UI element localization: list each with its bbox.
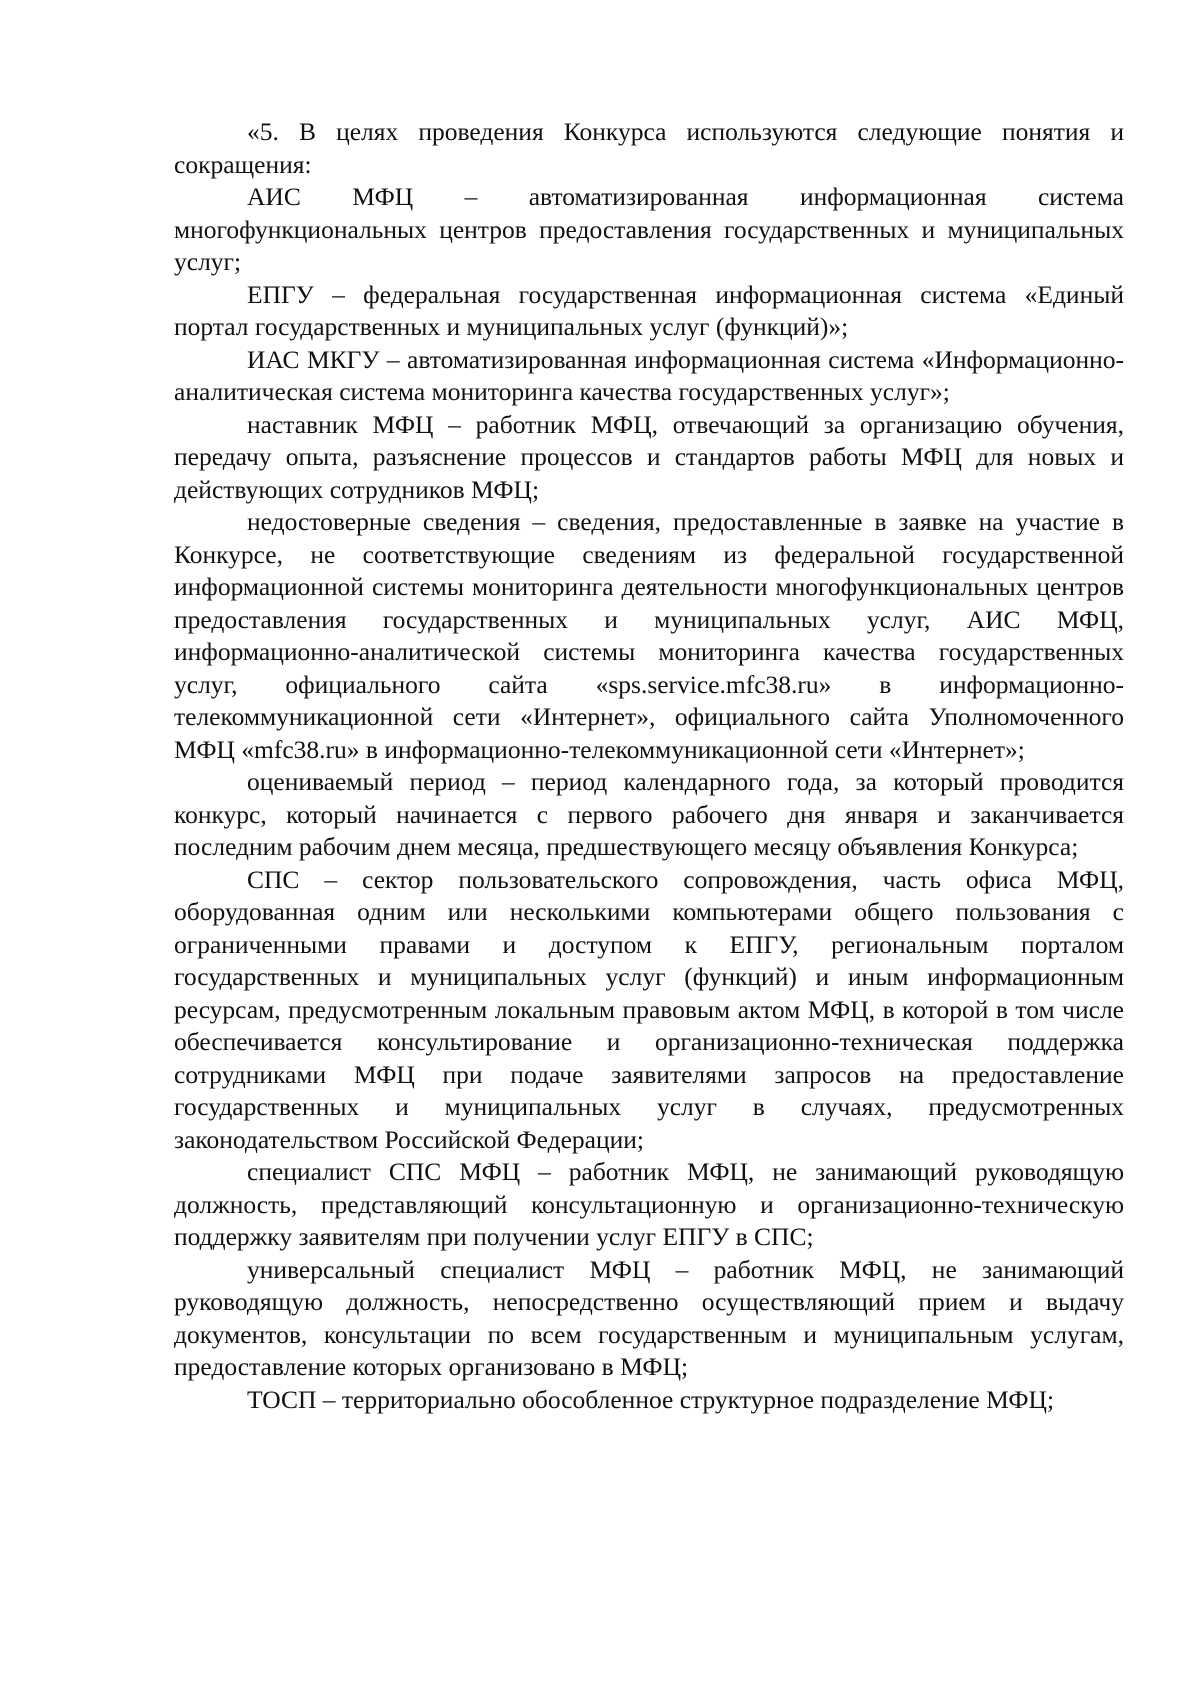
definition-sps-specialist: специалист СПС МФЦ – работник МФЦ, не занимающий руководящую должность, представляющий консультационную и организационно-техническую поддержку заявителям при получении услуг ЕПГУ в СПС; [174,1157,1124,1251]
definition-universal-specialist: универсальный специалист МФЦ – работник МФЦ, не занимающий руководящую должность, непосредственно осуществляющий прием и выдачу документов, консультации по всем государственным и муниципальным услугам, предоставление которых организовано в МФЦ; [174,1254,1124,1381]
definition-epgu: ЕПГУ – федеральная государственная информационная система «Единый портал государственных и муниципальных услуг (функций)»; [174,279,1124,341]
document-body [174,116,1124,1416]
definition-tosp: ТОСП – территориально обособленное структурное подразделение МФЦ; [247,1384,1055,1414]
definition-false-info: недостоверные сведения – сведения, предоставленные в заявке на участие в Конкурсе, не соответствующие сведениям из федеральной государственной информационной системы мониторинга деятельности многофункциональных центров предоставления государственных и муниципальных услуг, АИС МФЦ, информационно-аналитической системы мониторинга качества государственных услуг, официального сайта «sps.service.mfc38.ru» в информационно-телекоммуникационной сети «Интернет», официального сайта Уполномоченного МФЦ «mfc38.ru» в информационно-телекоммуникационной сети «Интернет»; [174,507,1124,764]
paragraph-intro: «5. В целях проведения Конкурса используются следующие понятия и сокращения: [174,117,1124,179]
definition-ias-mkgu: ИАС МКГУ – автоматизированная информационная система «Информационно-аналитическая система мониторинга качества государственных услуг»; [174,344,1124,406]
definition-evaluation-period: оцениваемый период – период календарного года, за который проводится конкурс, который начинается с первого рабочего дня января и заканчивается последним рабочим днем месяца, предшествующего месяцу объявления Конкурса; [174,767,1124,861]
definition-sps: СПС – сектор пользовательского сопровождения, часть офиса МФЦ, оборудованная одним или несколькими компьютерами общего пользования с ограниченными правами и доступом к ЕПГУ, региональным порталом государственных и муниципальных услуг (функций) и иным информационным ресурсам, предусмотренным локальным правовым актом МФЦ, в которой в том числе обеспечивается консультирование и организационно-техническая поддержка сотрудниками МФЦ при подаче заявителями запросов на предоставление государственных и муниципальных услуг в случаях, предусмотренных законодательством Российской Федерации; [174,864,1124,1154]
definition-ais-mfc: АИС МФЦ – автоматизированная информационная система многофункциональных центров предоставления государственных и муниципальных услуг; [174,182,1124,276]
definition-mentor: наставник МФЦ – работник МФЦ, отвечающий за организацию обучения, передачу опыта, разъяснение процессов и стандартов работы МФЦ для новых и действующих сотрудников МФЦ; [174,409,1124,504]
